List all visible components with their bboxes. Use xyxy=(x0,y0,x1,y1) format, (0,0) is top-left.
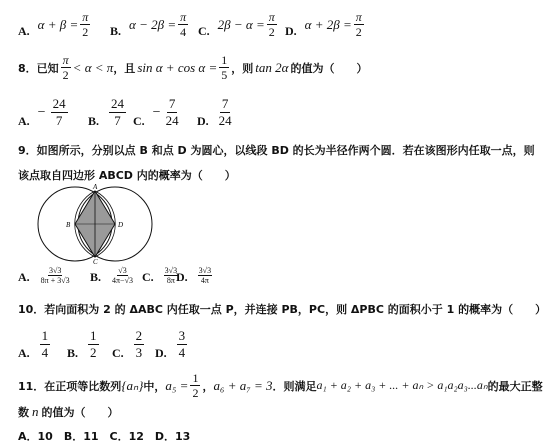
q7-option-d-label: D. xyxy=(285,24,297,38)
q10-option-a[interactable] xyxy=(18,328,52,361)
q7-option-d-expr: α + 2β = xyxy=(304,16,352,32)
q10-option-d[interactable] xyxy=(155,328,189,361)
q7-option-c-expr: 2β − α = xyxy=(217,16,265,32)
q9-option-d-frac: $\frac{3√3}{4\pi}$ xyxy=(198,266,212,285)
q9-option-d[interactable] xyxy=(176,266,214,285)
q7-option-d-frac: $\frac{\pi}{2}$ xyxy=(355,10,362,39)
q11-stem-line1 xyxy=(18,371,543,400)
q8-cond-rest: < α < π xyxy=(72,59,114,75)
q11-inequality: a₁ + a₂ + a₃ + ... + aₙ > a₁a₂a₃...aₙ xyxy=(316,378,488,392)
q11-a5-frac: $\frac{1}{2}$ xyxy=(192,371,199,400)
q7-option-c-label: C. xyxy=(198,24,210,38)
q11-a5: a₅ = xyxy=(165,377,189,393)
q8-stem xyxy=(18,53,367,82)
q7-option-a-frac: $\frac{\pi}{2}$ xyxy=(82,10,89,39)
q7-option-b-frac: $\frac{\pi}{4}$ xyxy=(180,10,187,39)
q8-suffix-pre: ，则 xyxy=(231,61,254,75)
q9-line2: 该点取自四边形 ABCD 内的概率为（ ） xyxy=(18,169,236,182)
q7-option-b-label: B. xyxy=(110,24,122,38)
q8-option-b[interactable] xyxy=(88,96,128,129)
q8-option-d[interactable] xyxy=(197,96,234,129)
q10-option-d-frac: $\frac{3}{4}$ xyxy=(178,328,186,360)
q9-option-b[interactable] xyxy=(90,266,136,285)
q7-option-d[interactable] xyxy=(285,10,366,39)
q8-option-c-frac: $\frac{7}{24}$ xyxy=(165,96,179,128)
q9-option-a-label: A. xyxy=(18,270,30,284)
q8-option-c[interactable] xyxy=(133,96,181,129)
q9-option-c-frac: $\frac{3√3}{8\pi}$ xyxy=(164,266,178,285)
q9-figure xyxy=(30,184,180,264)
q9-option-a[interactable] xyxy=(18,266,73,285)
q11-prefix: 11．在正项等比数列 xyxy=(18,379,122,393)
q7-option-c[interactable] xyxy=(198,10,279,39)
point-c-label: C xyxy=(93,258,98,264)
point-d-label: D xyxy=(118,221,124,229)
q10-option-b-frac: $\frac{1}{2}$ xyxy=(90,328,97,360)
q8-cond-frac: $\frac{\pi}{2}$ xyxy=(62,53,69,82)
q9-option-a-frac: $\frac{3√3}{8\pi + 3√3}$ xyxy=(40,266,70,285)
q9-option-b-frac: $\frac{√3}{4\pi-√3}$ xyxy=(112,266,133,285)
q11-line2-post: 的值为（ ） xyxy=(41,406,119,419)
q10-option-b-label: B. xyxy=(67,346,79,360)
q8-option-a[interactable] xyxy=(18,96,70,129)
q8-expr: sin α + cos α = xyxy=(137,59,218,75)
q9-option-b-label: B. xyxy=(90,270,102,284)
q7-options-row xyxy=(0,0,554,40)
point-a-label: A xyxy=(93,184,98,191)
q10-text: 10．若向面积为 2 的 ΔABC 内任取一点 P，并连接 PB，PC，则 ΔPBC 的面积小于 1 的概率为（ ） xyxy=(18,303,547,316)
point-b-label: B xyxy=(66,221,71,229)
q10-option-a-label: A. xyxy=(18,346,30,360)
q8-option-b-frac: $\frac{24}{7}$ xyxy=(111,96,125,128)
q8-mid: ，且 xyxy=(113,61,136,75)
q9-option-c-label: C. xyxy=(142,270,154,284)
q11-suffix: 的最大正整 xyxy=(487,379,543,393)
q8-option-d-label: D. xyxy=(197,114,209,128)
q8-option-c-label: C. xyxy=(133,114,145,128)
q8-option-a-frac: $\frac{24}{7}$ xyxy=(52,96,66,128)
q7-option-a[interactable] xyxy=(18,10,92,39)
q10-option-c-label: C. xyxy=(112,346,124,360)
q10-option-b[interactable] xyxy=(67,328,101,361)
q10-option-c-frac: $\frac{2}{3}$ xyxy=(135,328,143,360)
q11-mid1: 中， xyxy=(143,379,166,393)
q8-option-d-frac: $\frac{7}{24}$ xyxy=(218,96,232,128)
q9-option-c[interactable] xyxy=(142,266,180,285)
q8-option-a-sign: − xyxy=(37,104,46,120)
q8-suffix: 的值为（ ） xyxy=(290,61,368,75)
q10-option-a-frac: $\frac{1}{4}$ xyxy=(41,328,49,360)
q11-line2-n: n xyxy=(32,404,39,419)
q8-value-frac: $\frac{1}{5}$ xyxy=(221,53,228,82)
q7-option-b-expr: α − 2β = xyxy=(129,16,177,32)
q11-mid3: ．则满足 xyxy=(272,379,317,393)
q9-option-d-label: D. xyxy=(176,270,188,284)
q10-option-d-label: D. xyxy=(155,346,167,360)
q8-target: tan 2α xyxy=(255,59,289,75)
q9-line1: 9．如图所示，分别以点 B 和点 D 为圆心，以线段 BD 的长为半径作两个圆．若在该图形内任取一点，则 xyxy=(18,144,535,157)
q11-line2-pre: 数 xyxy=(18,406,29,419)
q8-option-b-label: B. xyxy=(88,114,100,128)
q11-seq: {aₙ} xyxy=(121,377,144,393)
q11-options[interactable]: A．10 B．11 C．12 D．13 xyxy=(18,430,191,443)
q10-option-c[interactable] xyxy=(112,328,146,361)
q7-option-a-expr: α + β = xyxy=(37,16,79,32)
q11-sum67: a₆ + a₇ = 3 xyxy=(213,377,273,393)
q11-stem-line2 xyxy=(18,404,119,420)
q8-option-c-sign: − xyxy=(152,104,161,120)
q11-mid2: ， xyxy=(202,379,214,393)
q7-option-b[interactable] xyxy=(110,10,190,39)
q8-prefix: 8．已知 xyxy=(18,61,59,75)
q8-option-a-label: A. xyxy=(18,114,30,128)
q7-option-a-label: A. xyxy=(18,24,30,38)
q7-option-c-frac: $\frac{\pi}{2}$ xyxy=(268,10,275,39)
